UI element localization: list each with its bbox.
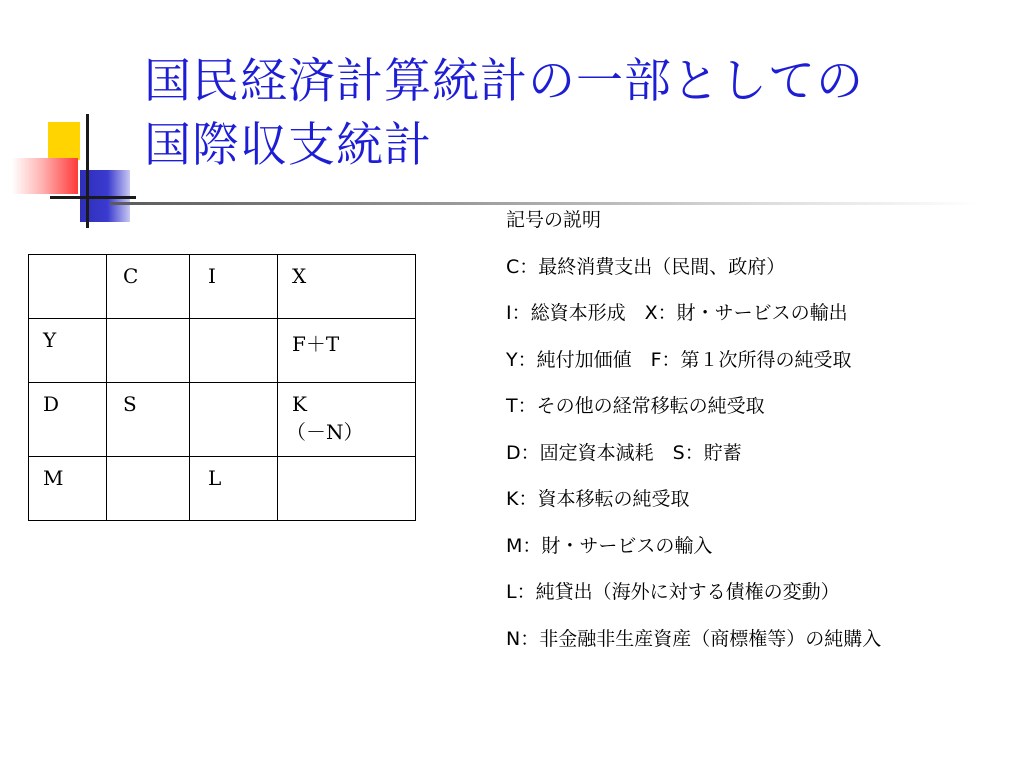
slide-title-line-2: 国際収支統計 [144,118,432,173]
legend-item: K：資本移転の純受取 [506,488,690,510]
table-cell-k [278,383,416,457]
table-cell: Y [29,319,107,383]
table-row [29,383,416,457]
table-cell: M [29,457,107,521]
legend-item: C：最終消費支出（民間、政府） [506,255,786,278]
table-row [29,457,416,521]
table-cell [29,255,107,319]
table-cell [278,457,416,521]
legend-item: M：財・サービスの輸入 [506,534,713,557]
symbol-legend [506,208,966,673]
k-label: K [292,392,307,416]
table-cell: X [278,255,416,319]
legend-item: L：純貸出（海外に対する債権の変動） [506,581,840,603]
slide-title-line-1: 国民経済計算統計の一部としての [144,54,864,109]
legend-item: Y：純付加価値 F：第１次所得の純受取 [506,348,852,371]
table-cell: L [190,457,278,521]
slide-title [144,50,1004,178]
table-row [29,255,416,319]
table-row [29,319,416,383]
legend-heading: 記号の説明 [506,209,602,231]
table-cell: I [190,255,278,319]
horizontal-line-decoration [50,196,136,199]
yellow-square-decoration [48,122,80,160]
table-cell: C [107,255,190,319]
table-cell: D [29,383,107,457]
table-cell [190,383,278,457]
k-minus-n-label: （－N） [286,420,364,444]
decorative-logo-graphic [0,100,140,240]
table-cell: S [107,383,190,457]
red-square-decoration [12,158,78,194]
table-cell [107,319,190,383]
title-divider-rule [110,202,980,205]
legend-item: T：その他の経常移転の純受取 [506,395,765,417]
accounting-matrix-table [28,254,416,521]
table-cell [190,319,278,383]
table-cell [107,457,190,521]
table-cell: F＋T [278,319,416,383]
vertical-line-decoration [86,114,89,228]
legend-item: I：総資本形成 X：財・サービスの輸出 [506,302,848,324]
legend-item: N：非金融非生産資産（商標権等）の純購入 [506,627,882,650]
legend-item: D：固定資本減耗 S：貯蓄 [506,441,742,464]
